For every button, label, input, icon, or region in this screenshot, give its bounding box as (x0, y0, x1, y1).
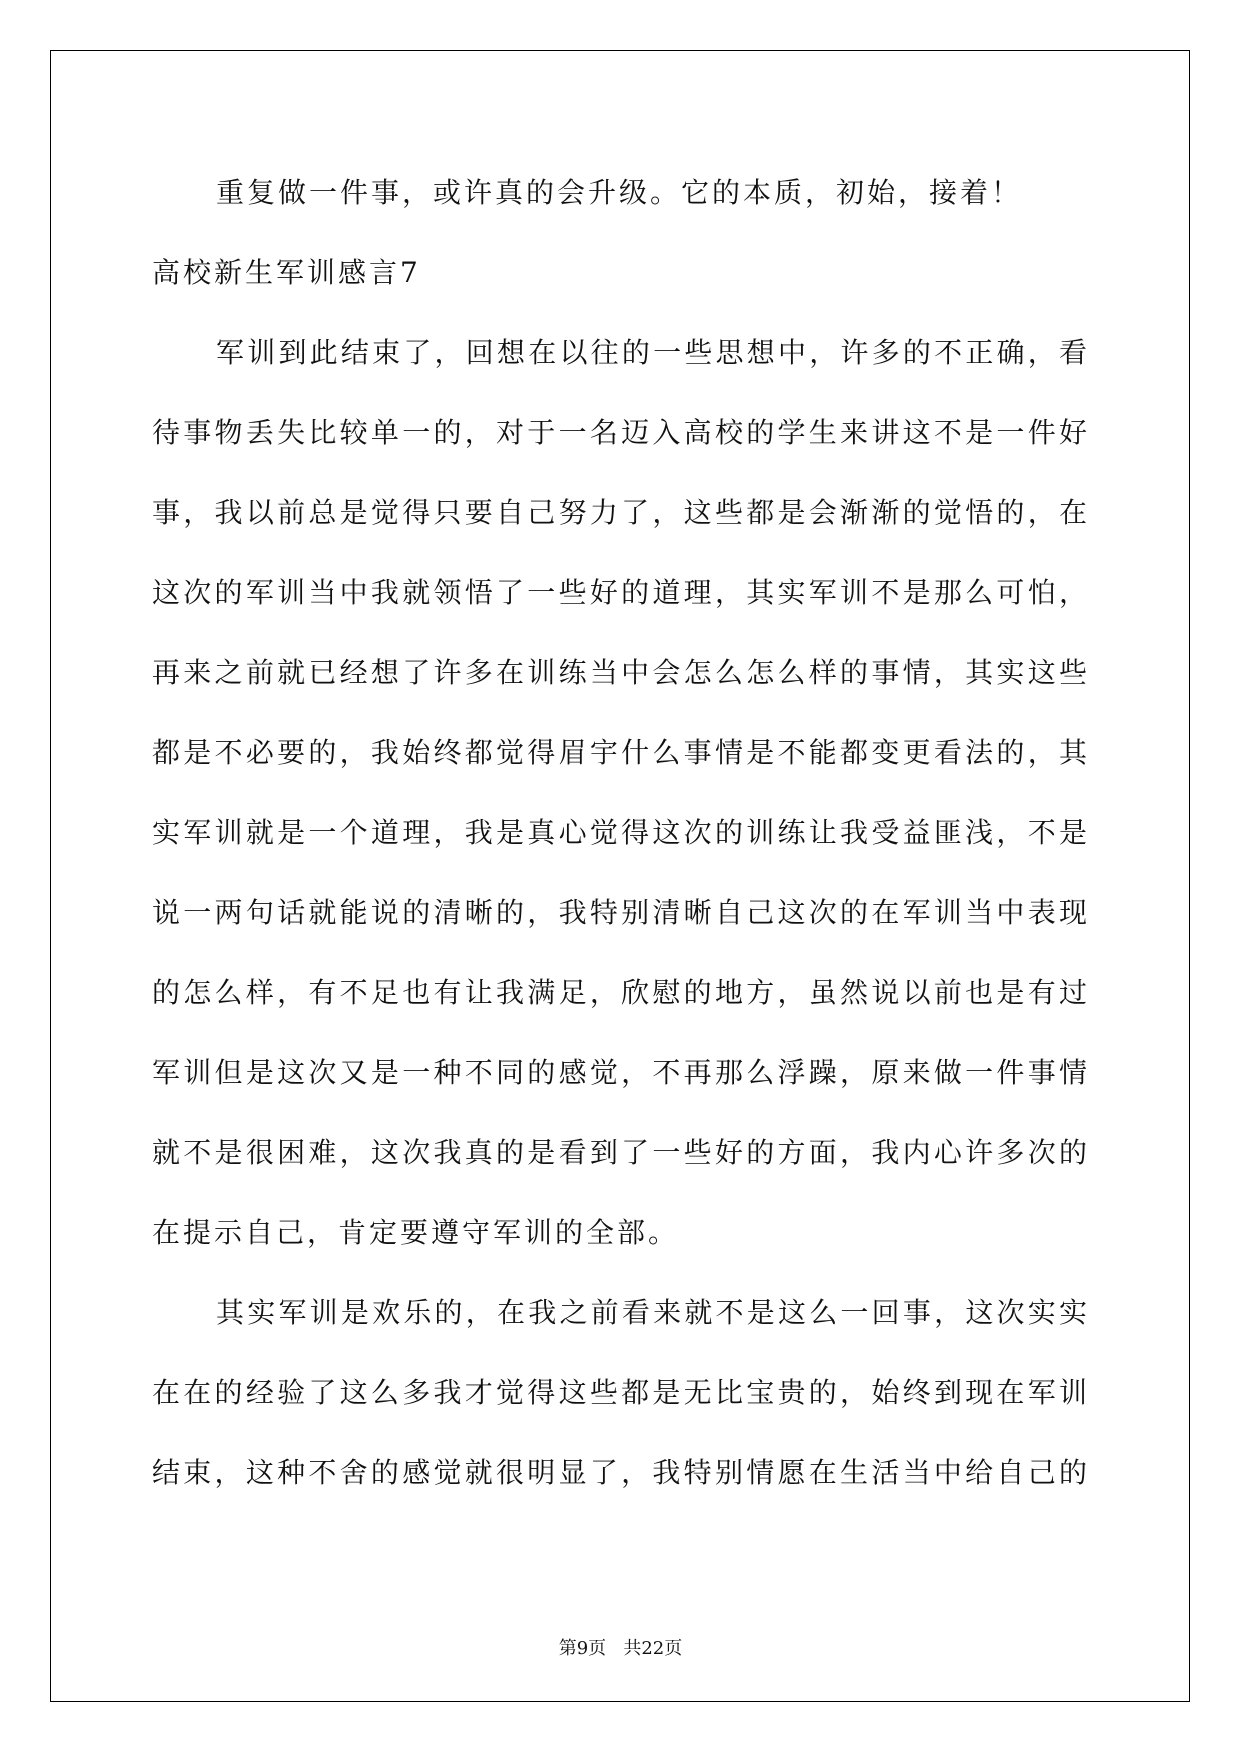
paragraph-line: 待事物丢失比较单一的，对于一名迈入高校的学生来讲这不是一件好 (152, 416, 1090, 449)
paragraph-line: 说一两句话就能说的清晰的，我特别清晰自己这次的在军训当中表现 (152, 896, 1090, 929)
paragraph-line: 重复做一件事，或许真的会升级。它的本质，初始，接着！ (216, 176, 1023, 209)
paragraph-line: 再来之前就已经想了许多在训练当中会怎么怎么样的事情，其实这些 (152, 656, 1090, 689)
paragraph-line: 实军训就是一个道理，我是真心觉得这次的训练让我受益匪浅，不是 (152, 816, 1090, 849)
document-body (152, 166, 1090, 1526)
paragraph-line: 结束，这种不舍的感觉就很明显了，我特别情愿在生活当中给自己的 (152, 1456, 1090, 1489)
paragraph-line: 在在的经验了这么多我才觉得这些都是无比宝贵的，始终到现在军训 (152, 1376, 1090, 1409)
paragraph-line: 的怎么样，有不足也有让我满足，欣慰的地方，虽然说以前也是有过 (152, 976, 1090, 1009)
paragraph-line: 都是不必要的，我始终都觉得眉宇什么事情是不能都变更看法的，其 (152, 736, 1090, 769)
paragraph-line: 事，我以前总是觉得只要自己努力了，这些都是会渐渐的觉悟的，在 (152, 496, 1090, 529)
paragraph-line: 在提示自己，肯定要遵守军训的全部。 (152, 1216, 680, 1249)
paragraph-line: 就不是很困难，这次我真的是看到了一些好的方面，我内心许多次的 (152, 1136, 1090, 1169)
paragraph-line: 军训但是这次又是一种不同的感觉，不再那么浮躁，原来做一件事情 (152, 1056, 1090, 1089)
paragraph-line: 这次的军训当中我就领悟了一些好的道理，其实军训不是那么可怕， (152, 576, 1090, 609)
paragraph-line: 军训到此结束了，回想在以往的一些思想中，许多的不正确，看 (216, 336, 1090, 369)
paragraph-line: 其实军训是欢乐的，在我之前看来就不是这么一回事，这次实实 (216, 1296, 1090, 1329)
page-number-footer: 第9页 共22页 (558, 1638, 683, 1659)
section-heading: 高校新生军训感言7 (152, 256, 421, 289)
